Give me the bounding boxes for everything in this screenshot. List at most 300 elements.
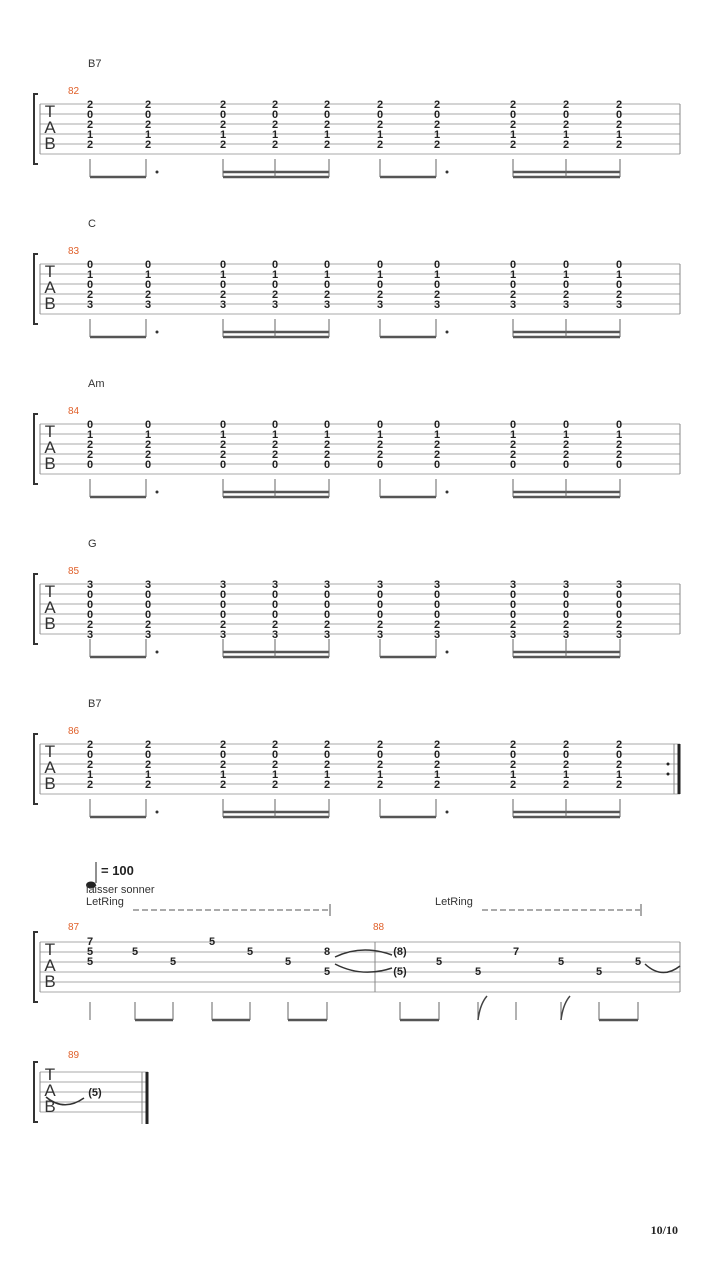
repeat-dot xyxy=(667,763,670,766)
fret-number: 0 xyxy=(144,599,152,611)
fret-number: 0 xyxy=(144,589,152,601)
tab-system xyxy=(34,218,680,337)
tab-clef-letter: T xyxy=(44,422,56,441)
fret-number: 2 xyxy=(323,779,331,791)
tab-clef-letter: B xyxy=(44,294,56,313)
fret-number: 0 xyxy=(433,109,441,121)
fret-number: 2 xyxy=(271,439,279,451)
fret-number: 2 xyxy=(271,99,279,111)
fret-number: 2 xyxy=(376,449,384,461)
fret-number: 1 xyxy=(86,129,94,141)
fret-number: 3 xyxy=(271,629,279,641)
system-bracket xyxy=(34,734,38,804)
fret-number: 0 xyxy=(219,459,227,471)
fret-number: 2 xyxy=(144,289,152,301)
fret-number: 0 xyxy=(376,459,384,471)
tie-arc xyxy=(645,964,680,973)
fret-number: 3 xyxy=(433,629,441,641)
fret-number: 0 xyxy=(615,749,623,761)
fret-number: 0 xyxy=(271,609,279,621)
measure-number: 85 xyxy=(68,566,80,577)
system-bracket xyxy=(34,1062,38,1122)
fret-number: 2 xyxy=(509,619,517,631)
fret-number: 0 xyxy=(271,109,279,121)
tab-clef-letter: B xyxy=(44,134,56,153)
tab-clef-letter: A xyxy=(44,758,56,777)
fret-number: 0 xyxy=(323,419,331,431)
fret-number: 0 xyxy=(144,109,152,121)
fret-number: 1 xyxy=(562,269,570,281)
fret-number: 1 xyxy=(509,269,517,281)
dot xyxy=(156,331,159,334)
fret-number: 2 xyxy=(433,619,441,631)
fret-number: 3 xyxy=(86,629,94,641)
fret-number: 1 xyxy=(509,429,517,441)
fret-number: 0 xyxy=(86,109,94,121)
fret-number: 5 xyxy=(131,946,139,958)
fret-number: 2 xyxy=(323,759,331,771)
system-bracket xyxy=(34,574,38,644)
fret-number: 2 xyxy=(144,99,152,111)
fret-number: 2 xyxy=(86,779,94,791)
fret-number: 1 xyxy=(144,429,152,441)
fret-number: 0 xyxy=(562,599,570,611)
fret-number: 0 xyxy=(144,259,152,271)
fret-number: 2 xyxy=(86,739,94,751)
fret-number: 1 xyxy=(323,429,331,441)
fret-number: 2 xyxy=(376,619,384,631)
fret-number: 0 xyxy=(562,749,570,761)
repeat-dot xyxy=(667,773,670,776)
dot xyxy=(446,491,449,494)
fret-number: 3 xyxy=(86,299,94,311)
fret-number: 2 xyxy=(219,99,227,111)
fret-number: (8) xyxy=(393,946,407,958)
fret-number: 0 xyxy=(376,599,384,611)
fret-number: 1 xyxy=(509,129,517,141)
fret-number: 3 xyxy=(615,629,623,641)
tab-clef-letter: A xyxy=(44,438,56,457)
fret-number: 0 xyxy=(86,419,94,431)
fret-number: 2 xyxy=(86,289,94,301)
fret-number: 0 xyxy=(271,749,279,761)
fret-number: 0 xyxy=(562,259,570,271)
chord-name: B7 xyxy=(88,698,102,710)
fret-number: 2 xyxy=(433,739,441,751)
fret-number: 0 xyxy=(144,279,152,291)
fret-number: 0 xyxy=(144,749,152,761)
fret-number: 2 xyxy=(615,619,623,631)
tab-clef-letter: T xyxy=(44,262,56,281)
fret-number: 0 xyxy=(433,589,441,601)
fret-number: 3 xyxy=(376,299,384,311)
fret-number: 1 xyxy=(86,269,94,281)
tab-clef-letter: A xyxy=(44,598,56,617)
tab-clef-letter: B xyxy=(44,774,56,793)
fret-number: 2 xyxy=(376,289,384,301)
fret-number: 0 xyxy=(615,599,623,611)
fret-number: 2 xyxy=(219,119,227,131)
fret-number: 0 xyxy=(562,419,570,431)
fret-number: 2 xyxy=(433,139,441,151)
tab-clef-letter: T xyxy=(44,742,56,761)
fret-number: 2 xyxy=(562,619,570,631)
fret-number: 2 xyxy=(323,119,331,131)
fret-number: 1 xyxy=(323,269,331,281)
note-flag xyxy=(478,996,487,1020)
fret-number: 2 xyxy=(271,139,279,151)
fret-number: 3 xyxy=(562,299,570,311)
fret-number: 2 xyxy=(376,119,384,131)
fret-number: 2 xyxy=(509,99,517,111)
fret-number: 0 xyxy=(509,459,517,471)
fret-number: 2 xyxy=(562,759,570,771)
chord-name: B7 xyxy=(88,58,102,70)
tab-system xyxy=(34,378,680,497)
tab-clef-letter: B xyxy=(44,454,56,473)
fret-number: 2 xyxy=(615,119,623,131)
fret-number: 0 xyxy=(219,259,227,271)
chord-name: Am xyxy=(88,378,105,390)
measure-number: 88 xyxy=(373,922,385,933)
fret-number: 2 xyxy=(433,119,441,131)
fret-number: 2 xyxy=(323,99,331,111)
fret-number: 0 xyxy=(219,279,227,291)
fret-number: 0 xyxy=(323,749,331,761)
fret-number: 0 xyxy=(615,589,623,601)
fret-number: 1 xyxy=(271,769,279,781)
fret-number: 3 xyxy=(433,299,441,311)
fret-number: 1 xyxy=(219,769,227,781)
fret-number: 0 xyxy=(562,279,570,291)
chord-name: G xyxy=(88,538,97,550)
fret-number: 0 xyxy=(323,259,331,271)
fret-number: 0 xyxy=(433,749,441,761)
dot xyxy=(446,171,449,174)
tie-arc xyxy=(335,950,392,957)
fret-number: 3 xyxy=(376,629,384,641)
fret-number: 0 xyxy=(509,279,517,291)
fret-number: 1 xyxy=(433,429,441,441)
fret-number: 2 xyxy=(144,439,152,451)
fret-number: 2 xyxy=(509,289,517,301)
fret-number: 2 xyxy=(219,449,227,461)
fret-number: 0 xyxy=(271,589,279,601)
fret-number: 3 xyxy=(219,579,227,591)
dot xyxy=(156,651,159,654)
fret-number: 1 xyxy=(144,769,152,781)
tab-clef-letter: A xyxy=(44,118,56,137)
measure-number: 89 xyxy=(68,1050,80,1061)
fret-number: 2 xyxy=(219,439,227,451)
fret-number: 2 xyxy=(562,449,570,461)
fret-number: 2 xyxy=(509,139,517,151)
fret-number: 2 xyxy=(376,739,384,751)
fret-number: 2 xyxy=(562,439,570,451)
fret-number: 2 xyxy=(509,439,517,451)
fret-number: 2 xyxy=(433,449,441,461)
tab-clef-letter: A xyxy=(44,278,56,297)
fret-number: 1 xyxy=(433,129,441,141)
tab-clef-letter: A xyxy=(44,1081,56,1100)
fret-number: 3 xyxy=(323,579,331,591)
tab-system xyxy=(34,698,680,817)
fret-number: 2 xyxy=(86,119,94,131)
tab-clef-letter: T xyxy=(44,102,56,121)
fret-number: 2 xyxy=(433,99,441,111)
tempo-text: laisser sonner xyxy=(86,884,155,896)
fret-number: 3 xyxy=(219,629,227,641)
fret-number: 2 xyxy=(376,779,384,791)
fret-number: 1 xyxy=(219,269,227,281)
fret-number: 0 xyxy=(615,259,623,271)
fret-number: 1 xyxy=(376,129,384,141)
tab-system xyxy=(34,58,680,177)
fret-number: 5 xyxy=(634,956,642,968)
fret-number: 1 xyxy=(323,129,331,141)
tie-arc xyxy=(335,964,392,972)
dot xyxy=(446,651,449,654)
fret-number: 0 xyxy=(509,259,517,271)
fret-number: 0 xyxy=(144,419,152,431)
fret-number: 0 xyxy=(323,459,331,471)
tab-clef-letter: T xyxy=(44,582,56,601)
fret-number: 2 xyxy=(271,619,279,631)
fret-number: 0 xyxy=(86,459,94,471)
fret-number: 2 xyxy=(615,739,623,751)
fret-number: 2 xyxy=(433,289,441,301)
fret-number: 1 xyxy=(144,129,152,141)
system-bracket xyxy=(34,94,38,164)
fret-number: 3 xyxy=(86,579,94,591)
fret-number: 3 xyxy=(509,579,517,591)
fret-number: 2 xyxy=(86,619,94,631)
fret-number: 2 xyxy=(615,289,623,301)
fret-number: 0 xyxy=(562,459,570,471)
fret-number: 0 xyxy=(323,609,331,621)
fret-number: 0 xyxy=(376,609,384,621)
fret-number: 5 xyxy=(246,946,254,958)
tab-clef-letter: T xyxy=(44,940,56,959)
fret-number: 0 xyxy=(323,589,331,601)
fret-number: 5 xyxy=(86,956,94,968)
fret-number: 2 xyxy=(144,119,152,131)
let-ring-label: LetRing xyxy=(435,896,473,908)
fret-number: 2 xyxy=(86,139,94,151)
fret-number: 1 xyxy=(376,269,384,281)
fret-number: 1 xyxy=(86,429,94,441)
system-bracket xyxy=(34,414,38,484)
fret-number: 0 xyxy=(376,749,384,761)
fret-number: 3 xyxy=(562,579,570,591)
fret-number: 0 xyxy=(271,279,279,291)
fret-number: 3 xyxy=(323,299,331,311)
fret-number: 2 xyxy=(86,449,94,461)
fret-number: 5 xyxy=(284,956,292,968)
fret-number: 1 xyxy=(219,129,227,141)
fret-number: 2 xyxy=(509,119,517,131)
fret-number: 0 xyxy=(615,279,623,291)
fret-number: 0 xyxy=(433,419,441,431)
fret-number: 0 xyxy=(509,609,517,621)
fret-number: 2 xyxy=(271,119,279,131)
fret-number: 2 xyxy=(376,439,384,451)
fret-number: 0 xyxy=(86,749,94,761)
fret-number: 0 xyxy=(219,109,227,121)
fret-number: 2 xyxy=(562,289,570,301)
dot xyxy=(156,811,159,814)
fret-number: 2 xyxy=(144,759,152,771)
fret-number: 0 xyxy=(433,259,441,271)
fret-number: 2 xyxy=(615,99,623,111)
measure-number: 87 xyxy=(68,922,80,933)
fret-number: 2 xyxy=(219,739,227,751)
fret-number: 1 xyxy=(615,769,623,781)
fret-number: 5 xyxy=(474,966,482,978)
fret-number: 8 xyxy=(323,946,331,958)
fret-number: 0 xyxy=(509,419,517,431)
fret-number: 0 xyxy=(323,599,331,611)
fret-number: 2 xyxy=(219,289,227,301)
fret-number: 2 xyxy=(509,449,517,461)
fret-number: 2 xyxy=(615,449,623,461)
fret-number: 1 xyxy=(615,429,623,441)
fret-number: 3 xyxy=(615,579,623,591)
fret-number: 2 xyxy=(219,779,227,791)
fret-number: 0 xyxy=(376,589,384,601)
fret-number: 2 xyxy=(86,439,94,451)
measure-number: 83 xyxy=(68,246,80,257)
fret-number: 0 xyxy=(86,279,94,291)
dot xyxy=(446,331,449,334)
fret-number: 2 xyxy=(509,779,517,791)
fret-number: 0 xyxy=(615,459,623,471)
fret-number: 3 xyxy=(509,299,517,311)
fret-number: 2 xyxy=(271,779,279,791)
let-ring-label: LetRing xyxy=(86,896,124,908)
fret-number: 2 xyxy=(219,759,227,771)
fret-number: 3 xyxy=(323,629,331,641)
fret-number: 1 xyxy=(271,269,279,281)
fret-number: 0 xyxy=(509,749,517,761)
fret-number: 1 xyxy=(615,129,623,141)
fret-number: 1 xyxy=(615,269,623,281)
fret-number: 0 xyxy=(376,259,384,271)
fret-number: 2 xyxy=(376,99,384,111)
fret-number: 2 xyxy=(144,739,152,751)
fret-number: 2 xyxy=(323,739,331,751)
fret-number: 0 xyxy=(219,749,227,761)
fret-number: 5 xyxy=(595,966,603,978)
fret-number: 1 xyxy=(144,269,152,281)
fret-number: 3 xyxy=(562,629,570,641)
fret-number: 2 xyxy=(433,439,441,451)
fret-number: 5 xyxy=(323,966,331,978)
fret-number: 0 xyxy=(376,109,384,121)
system-bracket xyxy=(34,932,38,1002)
fret-number: 2 xyxy=(219,619,227,631)
fret-number: 3 xyxy=(144,299,152,311)
fret-number: 2 xyxy=(323,439,331,451)
measure-number: 86 xyxy=(68,726,80,737)
fret-number: 2 xyxy=(271,449,279,461)
fret-number: (5) xyxy=(393,966,407,978)
fret-number: 7 xyxy=(512,946,520,958)
fret-number: 2 xyxy=(144,619,152,631)
fret-number: 2 xyxy=(509,739,517,751)
tab-clef-letter: A xyxy=(44,956,56,975)
tempo-marking: = 100 xyxy=(101,863,134,878)
fret-number: 1 xyxy=(271,129,279,141)
fret-number: 2 xyxy=(144,139,152,151)
system-bracket xyxy=(34,254,38,324)
note-flag xyxy=(561,996,570,1020)
fret-number: 5 xyxy=(169,956,177,968)
measure-number: 82 xyxy=(68,86,80,97)
fret-number: 2 xyxy=(562,139,570,151)
fret-number: 0 xyxy=(562,609,570,621)
tab-clef-letter: B xyxy=(44,1097,56,1116)
fret-number: 0 xyxy=(615,109,623,121)
fret-number: 0 xyxy=(271,419,279,431)
fret-number: 1 xyxy=(433,769,441,781)
fret-number: 0 xyxy=(144,609,152,621)
fret-number: 0 xyxy=(615,419,623,431)
fret-number: 0 xyxy=(219,609,227,621)
fret-number: 2 xyxy=(323,289,331,301)
fret-number: 0 xyxy=(433,279,441,291)
fret-number: 5 xyxy=(557,956,565,968)
fret-number: 2 xyxy=(144,449,152,461)
fret-number: 0 xyxy=(219,419,227,431)
fret-number: 0 xyxy=(433,459,441,471)
fret-number: 0 xyxy=(86,259,94,271)
fret-number: 2 xyxy=(562,99,570,111)
fret-number: 1 xyxy=(562,429,570,441)
page-number: 10/10 xyxy=(650,1223,678,1237)
fret-number: 3 xyxy=(615,299,623,311)
fret-number: 5 xyxy=(208,936,216,948)
fret-number: 1 xyxy=(86,769,94,781)
fret-number: 0 xyxy=(323,109,331,121)
fret-number: 2 xyxy=(86,759,94,771)
tab-system xyxy=(34,538,680,657)
dot xyxy=(446,811,449,814)
fret-number: 1 xyxy=(271,429,279,441)
fret-number: 3 xyxy=(219,299,227,311)
fret-number: 1 xyxy=(376,429,384,441)
fret-number: 0 xyxy=(376,279,384,291)
fret-number: 0 xyxy=(509,599,517,611)
fret-number: 3 xyxy=(144,629,152,641)
fret-number: 0 xyxy=(219,589,227,601)
fret-number: 2 xyxy=(323,139,331,151)
fret-number: 2 xyxy=(271,739,279,751)
fret-number: 0 xyxy=(433,599,441,611)
fret-number: 0 xyxy=(86,589,94,601)
fret-number: 0 xyxy=(271,259,279,271)
fret-number: 1 xyxy=(562,769,570,781)
fret-number: 0 xyxy=(509,589,517,601)
fret-number: 1 xyxy=(219,429,227,441)
fret-number: 2 xyxy=(376,139,384,151)
fret-number: 3 xyxy=(509,629,517,641)
fret-number: 2 xyxy=(219,139,227,151)
fret-number: 1 xyxy=(433,269,441,281)
fret-number: 3 xyxy=(376,579,384,591)
fret-number: 0 xyxy=(562,109,570,121)
fret-number: 0 xyxy=(562,589,570,601)
